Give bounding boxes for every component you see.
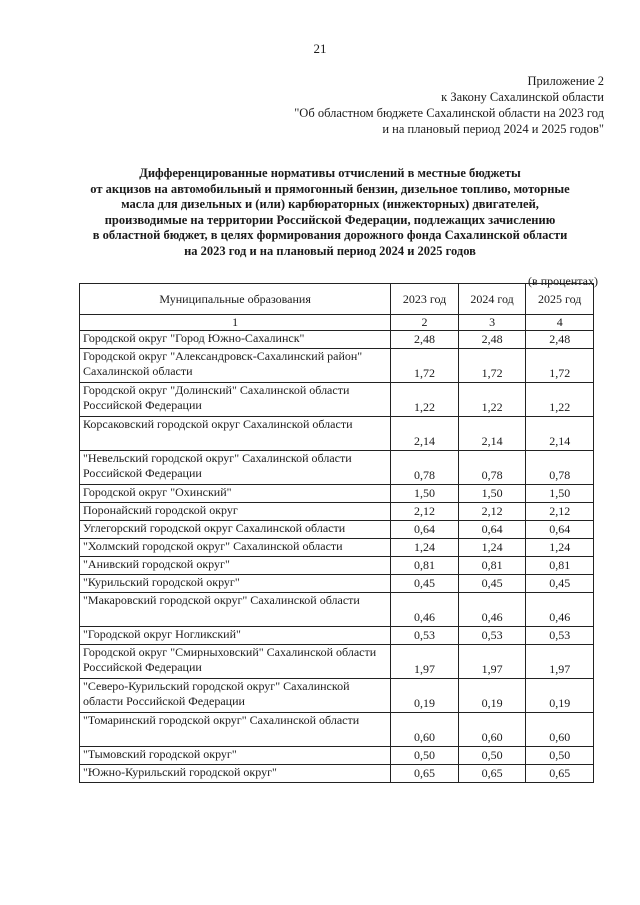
header-2023: 2023 год [391, 284, 459, 315]
municipality-cell: "Невельский городской округ" Сахалинской области Российской Федерации [80, 451, 391, 485]
value-2023-cell: 0,65 [391, 765, 459, 783]
header-2024: 2024 год [458, 284, 526, 315]
value-2025-cell: 0,78 [526, 451, 594, 485]
value-2025-cell: 1,50 [526, 485, 594, 503]
title-line: в областной бюджет, в целях формирования дорожного фонда Сахалинской области [92, 228, 568, 242]
value-2024-cell: 0,81 [458, 557, 526, 575]
value-2024-cell: 0,60 [458, 713, 526, 747]
value-2024-cell: 1,97 [458, 645, 526, 679]
municipality-cell: Поронайский городской округ [80, 503, 391, 521]
appendix-line: Приложение 2 [527, 74, 604, 88]
appendix-line: к Закону Сахалинской области [441, 90, 604, 104]
value-2023-cell: 0,78 [391, 451, 459, 485]
value-2024-cell: 1,50 [458, 485, 526, 503]
table-row [80, 645, 594, 679]
table-row [80, 383, 594, 417]
value-2025-cell: 1,97 [526, 645, 594, 679]
value-2024-cell: 0,64 [458, 521, 526, 539]
municipality-cell: "Томаринский городской округ" Сахалинской области [80, 713, 391, 747]
value-2025-cell: 2,48 [526, 331, 594, 349]
value-2025-cell: 2,14 [526, 417, 594, 451]
value-2025-cell: 1,72 [526, 349, 594, 383]
municipality-cell: Городской округ "Город Южно-Сахалинск" [80, 331, 391, 349]
value-2025-cell: 1,24 [526, 539, 594, 557]
value-2024-cell: 1,72 [458, 349, 526, 383]
value-2024-cell: 0,78 [458, 451, 526, 485]
value-2023-cell: 0,50 [391, 747, 459, 765]
municipality-cell: "Южно-Курильский городской округ" [80, 765, 391, 783]
municipality-cell: Городской округ "Долинский" Сахалинской области Российской Федерации [80, 383, 391, 417]
appendix-line: и на плановый период 2024 и 2025 годов" [382, 122, 604, 136]
appendix-line: "Об областном бюджете Сахалинской области на 2023 год [294, 106, 604, 120]
value-2025-cell: 0,65 [526, 765, 594, 783]
value-2024-cell: 0,53 [458, 627, 526, 645]
value-2024-cell: 0,50 [458, 747, 526, 765]
value-2024-cell: 1,24 [458, 539, 526, 557]
column-number: 1 [80, 315, 391, 331]
table-row [80, 521, 594, 539]
municipality-cell: Городской округ "Смирныховский" Сахалинской области Российской Федерации [80, 645, 391, 679]
value-2025-cell: 0,50 [526, 747, 594, 765]
table-row [80, 593, 594, 627]
value-2024-cell: 1,22 [458, 383, 526, 417]
title-line: Дифференцированные нормативы отчислений в местные бюджеты [139, 166, 521, 180]
unit-label: (в процентах) [528, 274, 598, 288]
header-2025: 2025 год [526, 284, 594, 315]
value-2025-cell: 0,60 [526, 713, 594, 747]
value-2023-cell: 1,24 [391, 539, 459, 557]
table-row [80, 417, 594, 451]
title-line: масла для дизельных и (или) карбюраторных (инжекторных) двигателей, [121, 197, 539, 211]
value-2023-cell: 2,48 [391, 331, 459, 349]
value-2023-cell: 1,72 [391, 349, 459, 383]
municipality-cell: "Анивский городской округ" [80, 557, 391, 575]
value-2023-cell: 0,64 [391, 521, 459, 539]
value-2023-cell: 0,19 [391, 679, 459, 713]
value-2025-cell: 0,46 [526, 593, 594, 627]
value-2025-cell: 2,12 [526, 503, 594, 521]
table-row [80, 331, 594, 349]
table-row [80, 503, 594, 521]
municipality-cell: "Северо-Курильский городской округ" Сахалинской области Российской Федерации [80, 679, 391, 713]
value-2025-cell: 1,22 [526, 383, 594, 417]
table-row [80, 557, 594, 575]
value-2024-cell: 2,14 [458, 417, 526, 451]
value-2024-cell: 2,12 [458, 503, 526, 521]
value-2024-cell: 2,48 [458, 331, 526, 349]
value-2023-cell: 1,97 [391, 645, 459, 679]
table-row [80, 679, 594, 713]
value-2025-cell: 0,53 [526, 627, 594, 645]
table-row [80, 539, 594, 557]
municipality-cell: Городской округ "Александровск-Сахалинский район" Сахалинской области [80, 349, 391, 383]
value-2024-cell: 0,45 [458, 575, 526, 593]
value-2023-cell: 1,50 [391, 485, 459, 503]
municipality-cell: "Холмский городской округ" Сахалинской области [80, 539, 391, 557]
value-2025-cell: 0,45 [526, 575, 594, 593]
table-row [80, 747, 594, 765]
municipality-cell: Городской округ "Охинский" [80, 485, 391, 503]
value-2023-cell: 2,14 [391, 417, 459, 451]
municipality-cell: "Курильский городской округ" [80, 575, 391, 593]
value-2025-cell: 0,19 [526, 679, 594, 713]
column-number-row [80, 315, 594, 331]
value-2023-cell: 0,53 [391, 627, 459, 645]
value-2023-cell: 0,45 [391, 575, 459, 593]
title-line: на 2023 год и на плановый период 2024 и 2025 годов [184, 243, 476, 258]
table-row [80, 627, 594, 645]
title-line: от акцизов на автомобильный и прямогонный бензин, дизельное топливо, моторные [90, 181, 570, 196]
table-body [80, 331, 594, 783]
value-2025-cell: 0,81 [526, 557, 594, 575]
value-2023-cell: 1,22 [391, 383, 459, 417]
value-2025-cell: 0,64 [526, 521, 594, 539]
page-number: 21 [313, 41, 327, 56]
table-row [80, 349, 594, 383]
title-line: производимые на территории Российской Федерации, подлежащих зачислению [104, 212, 556, 227]
table-row [80, 575, 594, 593]
municipality-cell: Корсаковский городской округ Сахалинской области [80, 417, 391, 451]
municipality-cell: "Городской округ Ногликский" [80, 627, 391, 645]
value-2024-cell: 0,19 [458, 679, 526, 713]
value-2023-cell: 2,12 [391, 503, 459, 521]
value-2024-cell: 0,46 [458, 593, 526, 627]
value-2023-cell: 0,81 [391, 557, 459, 575]
table-row [80, 765, 594, 783]
column-number: 3 [458, 315, 526, 331]
table-row [80, 713, 594, 747]
table-header-row [80, 284, 594, 315]
header-municipality: Муниципальные образования [80, 284, 391, 315]
appendix-header [294, 73, 604, 137]
norms-table [79, 283, 594, 783]
value-2023-cell: 0,46 [391, 593, 459, 627]
table-row [80, 451, 594, 485]
column-number: 4 [526, 315, 594, 331]
municipality-cell: "Тымовский городской округ" [80, 747, 391, 765]
municipality-cell: "Макаровский городской округ" Сахалинской области [80, 593, 391, 627]
value-2024-cell: 0,65 [458, 765, 526, 783]
column-number: 2 [391, 315, 459, 331]
municipality-cell: Углегорский городской округ Сахалинской области [80, 521, 391, 539]
value-2023-cell: 0,60 [391, 713, 459, 747]
table-row [80, 485, 594, 503]
document-title [80, 166, 580, 259]
